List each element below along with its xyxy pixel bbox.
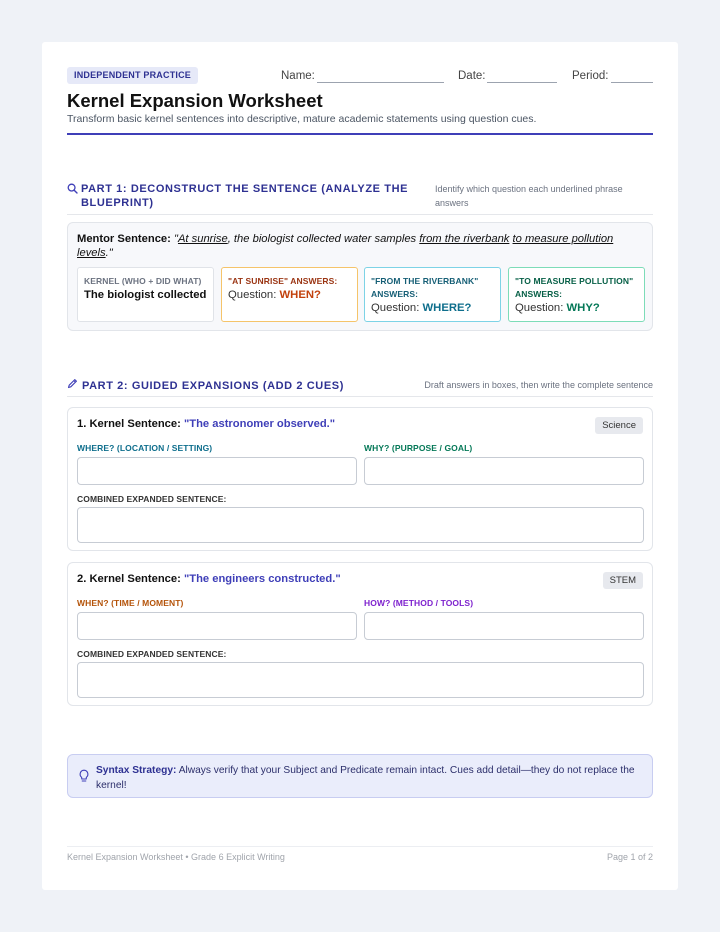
quote-open: "	[173, 233, 178, 245]
part2-divider	[67, 396, 653, 397]
kernel-sentence	[77, 418, 335, 430]
date-label: Date:	[458, 70, 486, 82]
magnifier-icon	[67, 183, 79, 198]
why-answer-field[interactable]	[364, 457, 644, 485]
kernel-sentence	[77, 573, 341, 585]
period-label: Period:	[572, 70, 609, 82]
cue-where-label: WHERE? (LOCATION / SETTING)	[77, 443, 213, 453]
cue-label: KERNEL (WHO + DID WHAT)	[84, 276, 202, 286]
name-label: Name:	[281, 70, 315, 82]
kernel-label: 2. Kernel Sentence:	[77, 573, 181, 585]
cue-prefix: Question:	[371, 302, 420, 314]
syntax-strategy-callout	[67, 754, 653, 798]
where-answer-field[interactable]	[77, 457, 357, 485]
cue-card-where	[364, 267, 501, 322]
when-answer-field[interactable]	[77, 612, 357, 640]
strategy-text: Always verify that your Subject and Predicate remain intact. Cues add detail—they do not replace the kernel!	[96, 765, 635, 791]
strategy-label: Syntax Strategy:	[96, 765, 177, 776]
pencil-icon	[67, 378, 79, 393]
page-number: Page 1 of 2	[606, 852, 653, 862]
part1-divider	[67, 214, 653, 215]
mentor-label: Mentor Sentence:	[77, 233, 171, 245]
cue-prefix: Question:	[228, 289, 277, 301]
cue-answer: WHERE?	[422, 302, 472, 314]
cue-answer: WHEN?	[279, 289, 321, 301]
footer-divider	[67, 846, 653, 847]
cue-label: "AT SUNRISE" ANSWERS:	[228, 276, 338, 286]
practice-badge: INDEPENDENT PRACTICE	[67, 67, 198, 84]
part2-title: PART 2: GUIDED EXPANSIONS (ADD 2 CUES)	[82, 380, 344, 392]
cue-card-kernel	[77, 267, 214, 322]
cue-card-why	[508, 267, 645, 322]
kernel-label: 1. Kernel Sentence:	[77, 418, 181, 430]
header-row	[67, 67, 653, 85]
name-field[interactable]	[317, 82, 444, 83]
cue-prefix: Question:	[515, 302, 564, 314]
page-title: Kernel Expansion Worksheet	[67, 90, 323, 111]
quote-close: ."	[105, 247, 113, 259]
worksheet-page	[42, 42, 678, 890]
cue-answer: WHY?	[566, 302, 600, 314]
phrase-to-measure-pollution: to measure pollution levels	[77, 233, 614, 259]
part1-note: Identify which question each underlined phrase answers	[435, 184, 623, 208]
combined-label: COMBINED EXPANDED SENTENCE:	[77, 494, 227, 504]
cue-when-label: WHEN? (TIME / MOMENT)	[77, 598, 184, 608]
how-answer-field[interactable]	[364, 612, 644, 640]
mentor-sentence	[77, 232, 637, 260]
cue-label: "FROM THE RIVERBANK" ANSWERS:	[371, 276, 479, 299]
part1-title: PART 1: DECONSTRUCT THE SENTENCE (ANALYZE THE BLUEPRINT)	[81, 183, 409, 209]
footer-left: Kernel Expansion Worksheet • Grade 6 Explicit Writing	[67, 852, 285, 862]
subject-tag: STEM	[603, 572, 643, 589]
phrase-at-sunrise: At sunrise	[177, 233, 228, 245]
cue-answer: The biologist collected	[84, 289, 207, 301]
sentence-kernel-text: , the biologist collected water samples	[227, 233, 420, 245]
cue-label: "TO MEASURE POLLUTION" ANSWERS:	[515, 276, 634, 299]
mentor-sentence-panel	[67, 222, 653, 331]
combined-sentence-field[interactable]	[77, 662, 644, 698]
part2-note: Draft answers in boxes, then write the complete sentence	[424, 380, 653, 390]
subject-tag: Science	[595, 417, 643, 434]
date-field[interactable]	[487, 82, 557, 83]
combined-sentence-field[interactable]	[77, 507, 644, 543]
exercise-card-1	[67, 407, 653, 551]
cue-how-label: HOW? (METHOD / TOOLS)	[364, 598, 474, 608]
lightbulb-icon	[78, 769, 90, 783]
kernel-text: "The astronomer observed."	[183, 418, 336, 430]
kernel-text: "The engineers constructed."	[183, 573, 341, 585]
page-subtitle: Transform basic kernel sentences into descriptive, mature academic statements using question cues.	[67, 113, 537, 125]
period-field[interactable]	[611, 82, 653, 83]
exercise-card-2	[67, 562, 653, 706]
combined-label: COMBINED EXPANDED SENTENCE:	[77, 649, 227, 659]
cue-card-when	[221, 267, 358, 322]
cue-why-label: WHY? (PURPOSE / GOAL)	[364, 443, 473, 453]
phrase-from-the-riverbank: from the riverbank	[419, 233, 510, 245]
title-divider	[67, 133, 653, 135]
